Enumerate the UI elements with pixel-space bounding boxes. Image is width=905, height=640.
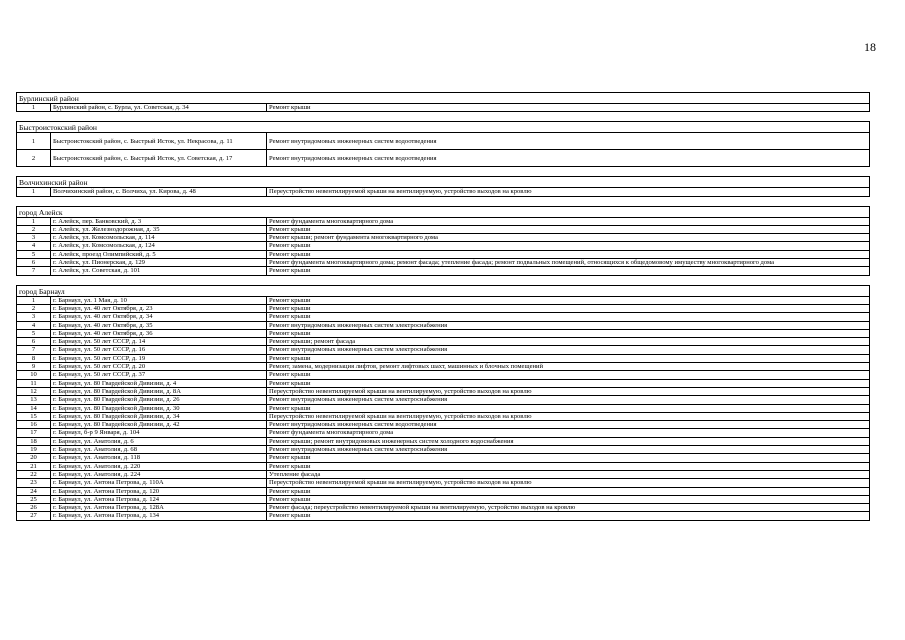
row-work: Ремонт, замена, модернизация лифтов, ремонт лифтовых шахт, машинных и блочных помещений — [267, 363, 870, 371]
row-address: г. Барнаул, ул. 1 Мая, д. 10 — [51, 296, 267, 304]
row-address: г. Барнаул, ул. Анатолия, д. 68 — [51, 446, 267, 454]
spacer-cell — [17, 275, 870, 285]
row-number: 2 — [17, 225, 51, 233]
row-address: г. Барнаул, ул. 40 лет Октября, д. 23 — [51, 304, 267, 312]
row-address: г. Алейск, пер. Банковский, д. 3 — [51, 217, 267, 225]
row-address: г. Барнаул, ул. Антона Петрова, д. 124 — [51, 495, 267, 503]
row-work: Ремонт внутридомовых инженерных систем электроснабжения — [267, 396, 870, 404]
row-work: Переустройство невентилируемой крыши на вентилируемую, устройство выходов на кровлю — [267, 387, 870, 395]
row-address: Волчихинский район, с. Волчиха, ул. Кирова, д. 48 — [51, 188, 267, 196]
row-work: Ремонт крыши — [267, 225, 870, 233]
table-row — [17, 150, 870, 167]
row-work: Ремонт крыши — [267, 404, 870, 412]
row-work: Ремонт крыши — [267, 354, 870, 362]
table-row — [17, 404, 870, 412]
row-work: Ремонт крыши; ремонт фасада — [267, 338, 870, 346]
row-address: г. Барнаул, ул. 40 лет Октября, д. 36 — [51, 329, 267, 337]
row-address: г. Алейск, ул. Железнодорожная, д. 35 — [51, 225, 267, 233]
row-number: 1 — [17, 296, 51, 304]
row-work: Ремонт внутридомовых инженерных систем электроснабжения — [267, 446, 870, 454]
row-work: Ремонт крыши — [267, 104, 870, 112]
table-row — [17, 363, 870, 371]
row-work: Ремонт внутридомовых инженерных систем электроснабжения — [267, 321, 870, 329]
row-number: 4 — [17, 242, 51, 250]
row-number: 1 — [17, 104, 51, 112]
region-heading: Бурлинский район — [17, 93, 870, 104]
row-address: Быстроистокский район, с. Быстрый Исток, ул. Советская, д. 17 — [51, 150, 267, 167]
row-address: г. Барнаул, ул. Анатолия, д. 118 — [51, 454, 267, 462]
row-work: Переустройство невентилируемой крыши на вентилируемую, устройство выходов на кровлю — [267, 188, 870, 196]
row-address: г. Барнаул, ул. Антона Петрова, д. 110А — [51, 479, 267, 487]
table-row — [17, 504, 870, 512]
row-work: Переустройство невентилируемой крыши на вентилируемую, устройство выходов на кровлю — [267, 479, 870, 487]
table-row — [17, 329, 870, 337]
table-row — [17, 234, 870, 242]
region-heading-row — [17, 206, 870, 217]
row-address: г. Алейск, ул. Комсомольская, д. 124 — [51, 242, 267, 250]
row-number: 6 — [17, 338, 51, 346]
row-work: Переустройство невентилируемой крыши на вентилируемую, устройство выходов на кровлю — [267, 412, 870, 420]
repair-list-table — [16, 92, 870, 521]
row-address: г. Барнаул, ул. 40 лет Октября, д. 35 — [51, 321, 267, 329]
row-number: 15 — [17, 412, 51, 420]
region-heading: Быстроистокский район — [17, 122, 870, 133]
region-heading: город Алейск — [17, 206, 870, 217]
section-spacer — [17, 275, 870, 285]
region-heading: город Барнаул — [17, 285, 870, 296]
row-number: 23 — [17, 479, 51, 487]
table-row — [17, 188, 870, 196]
row-number: 10 — [17, 371, 51, 379]
row-work: Ремонт крыши — [267, 495, 870, 503]
spacer-cell — [17, 112, 870, 122]
row-number: 8 — [17, 354, 51, 362]
table-row — [17, 429, 870, 437]
table-row — [17, 387, 870, 395]
table-row — [17, 225, 870, 233]
row-address: г. Барнаул, ул. 50 лет СССР, д. 37 — [51, 371, 267, 379]
table-row — [17, 487, 870, 495]
row-number: 1 — [17, 217, 51, 225]
region-heading-row — [17, 177, 870, 188]
row-number: 25 — [17, 495, 51, 503]
row-address: г. Алейск, ул. Советская, д. 101 — [51, 267, 267, 275]
region-heading-row — [17, 285, 870, 296]
row-number: 11 — [17, 379, 51, 387]
row-number: 18 — [17, 437, 51, 445]
row-work: Ремонт крыши — [267, 296, 870, 304]
row-work: Ремонт крыши — [267, 487, 870, 495]
row-number: 22 — [17, 470, 51, 478]
page-number: 18 — [864, 40, 876, 54]
table-row — [17, 462, 870, 470]
row-address: г. Барнаул, ул. 80 Гвардейской Дивизии, д. 8А — [51, 387, 267, 395]
row-address: г. Барнаул, ул. 80 Гвардейской Дивизии, д. 42 — [51, 421, 267, 429]
row-number: 19 — [17, 446, 51, 454]
row-number: 4 — [17, 321, 51, 329]
row-address: Быстроистокский район, с. Быстрый Исток, ул. Некрасова, д. 11 — [51, 133, 267, 150]
row-work: Ремонт внутридомовых инженерных систем водоотведения — [267, 133, 870, 150]
table-row — [17, 346, 870, 354]
row-number: 26 — [17, 504, 51, 512]
table-row — [17, 470, 870, 478]
row-address: г. Барнаул, ул. 50 лет СССР, д. 20 — [51, 363, 267, 371]
row-number: 6 — [17, 259, 51, 267]
row-number: 9 — [17, 363, 51, 371]
row-address: г. Барнаул, ул. 80 Гвардейской Дивизии, д. 26 — [51, 396, 267, 404]
row-work: Ремонт крыши — [267, 379, 870, 387]
row-work: Ремонт внутридомовых инженерных систем электроснабжения — [267, 346, 870, 354]
row-address: г. Алейск, ул. Комсомольская, д. 114 — [51, 234, 267, 242]
row-work: Ремонт крыши — [267, 454, 870, 462]
row-work: Ремонт крыши — [267, 304, 870, 312]
table-row — [17, 396, 870, 404]
row-work: Утепление фасада — [267, 470, 870, 478]
row-number: 17 — [17, 429, 51, 437]
row-work: Ремонт крыши — [267, 242, 870, 250]
row-work: Ремонт фундамента многоквартирного дома; ремонт фасада; утепление фасада; ремонт подвальных помещений, относящихся к общедомовому имуществу многоквартирного дома — [267, 259, 870, 267]
table-row — [17, 371, 870, 379]
row-number: 7 — [17, 267, 51, 275]
row-number: 27 — [17, 512, 51, 520]
table-row — [17, 267, 870, 275]
row-work: Ремонт крыши — [267, 250, 870, 258]
row-address: г. Барнаул, ул. 80 Гвардейской Дивизии, д. 34 — [51, 412, 267, 420]
row-work: Ремонт крыши — [267, 329, 870, 337]
region-heading: Волчихинский район — [17, 177, 870, 188]
row-number: 20 — [17, 454, 51, 462]
region-heading-row — [17, 122, 870, 133]
table-row — [17, 321, 870, 329]
row-address: г. Алейск, ул. Пионерская, д. 129 — [51, 259, 267, 267]
table-row — [17, 437, 870, 445]
row-work: Ремонт крыши; ремонт внутридомовых инженерных систем холодного водоснабжения — [267, 437, 870, 445]
row-work: Ремонт крыши — [267, 267, 870, 275]
row-address: г. Барнаул, ул. Анатолия, д. 6 — [51, 437, 267, 445]
row-number: 16 — [17, 421, 51, 429]
row-work: Ремонт крыши; ремонт фундамента многоквартирного дома — [267, 234, 870, 242]
row-work: Ремонт крыши — [267, 462, 870, 470]
row-address: г. Барнаул, ул. 50 лет СССР, д. 14 — [51, 338, 267, 346]
row-work: Ремонт крыши — [267, 371, 870, 379]
row-number: 7 — [17, 346, 51, 354]
table-row — [17, 133, 870, 150]
row-number: 3 — [17, 234, 51, 242]
section-spacer — [17, 167, 870, 177]
row-number: 24 — [17, 487, 51, 495]
table-row — [17, 454, 870, 462]
repair-list-body — [17, 93, 870, 521]
row-work: Ремонт фасада; переустройство невентилируемой крыши на вентилируемую, устройство выходов на кровлю — [267, 504, 870, 512]
row-number: 3 — [17, 313, 51, 321]
table-row — [17, 338, 870, 346]
table-row — [17, 217, 870, 225]
table-row — [17, 512, 870, 520]
row-address: г. Барнаул, ул. 50 лет СССР, д. 16 — [51, 346, 267, 354]
section-spacer — [17, 196, 870, 206]
spacer-cell — [17, 196, 870, 206]
row-number: 1 — [17, 188, 51, 196]
spacer-cell — [17, 167, 870, 177]
row-number: 21 — [17, 462, 51, 470]
table-row — [17, 412, 870, 420]
row-number: 5 — [17, 329, 51, 337]
row-work: Ремонт фундамента многоквартирного дома — [267, 429, 870, 437]
table-row — [17, 479, 870, 487]
row-address: г. Барнаул, ул. Анатолия, д. 220 — [51, 462, 267, 470]
row-address: г. Барнаул, ул. Антона Петрова, д. 134 — [51, 512, 267, 520]
row-number: 12 — [17, 387, 51, 395]
table-row — [17, 313, 870, 321]
table-row — [17, 104, 870, 112]
row-address: г. Барнаул, ул. 80 Гвардейской Дивизии, д. 4 — [51, 379, 267, 387]
row-work: Ремонт внутридомовых инженерных систем водоотведения — [267, 421, 870, 429]
table-row — [17, 421, 870, 429]
row-number: 5 — [17, 250, 51, 258]
row-address: г. Барнаул, ул. 50 лет СССР, д. 19 — [51, 354, 267, 362]
row-work: Ремонт крыши — [267, 313, 870, 321]
row-number: 2 — [17, 304, 51, 312]
row-work: Ремонт внутридомовых инженерных систем водоотведения — [267, 150, 870, 167]
row-number: 2 — [17, 150, 51, 167]
table-row — [17, 446, 870, 454]
row-number: 13 — [17, 396, 51, 404]
row-address: г. Барнаул, ул. Анатолия, д. 224 — [51, 470, 267, 478]
row-address: г. Алейск, проезд Олимпийский, д. 5 — [51, 250, 267, 258]
row-address: Бурлинский район, с. Бурла, ул. Советская, д. 34 — [51, 104, 267, 112]
row-address: г. Барнаул, ул. Антона Петрова, д. 120 — [51, 487, 267, 495]
table-row — [17, 495, 870, 503]
row-number: 1 — [17, 133, 51, 150]
row-work: Ремонт фундамента многоквартирного дома — [267, 217, 870, 225]
table-row — [17, 296, 870, 304]
row-address: г. Барнаул, ул. Антона Петрова, д. 128А — [51, 504, 267, 512]
row-address: г. Барнаул, ул. 40 лет Октября, д. 34 — [51, 313, 267, 321]
region-heading-row — [17, 93, 870, 104]
table-row — [17, 242, 870, 250]
table-row — [17, 259, 870, 267]
table-row — [17, 379, 870, 387]
row-address: г. Барнаул, б-р 9 Января, д. 104 — [51, 429, 267, 437]
row-address: г. Барнаул, ул. 80 Гвардейской Дивизии, д. 30 — [51, 404, 267, 412]
row-number: 14 — [17, 404, 51, 412]
row-work: Ремонт крыши — [267, 512, 870, 520]
table-row — [17, 354, 870, 362]
table-row — [17, 304, 870, 312]
section-spacer — [17, 112, 870, 122]
table-row — [17, 250, 870, 258]
